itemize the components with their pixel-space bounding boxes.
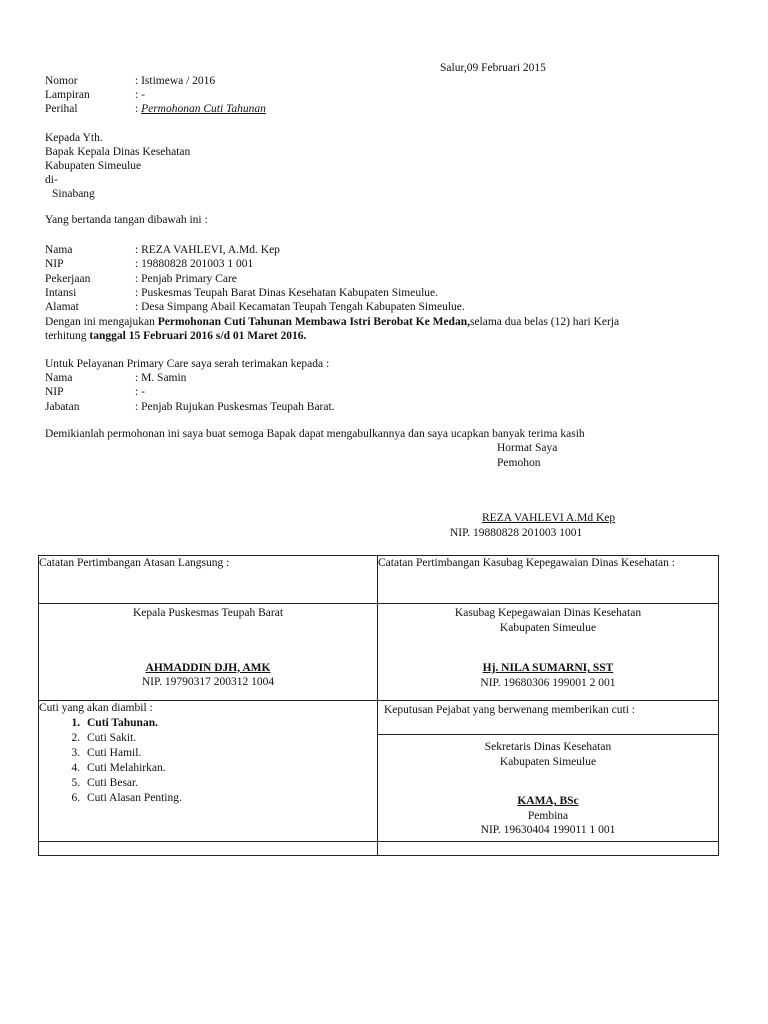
leave-types-header: Cuti yang akan diambil : [39, 702, 153, 714]
leave-types-list [39, 716, 377, 806]
request-leave-purpose: Permohonan Cuti Tahunan Membawa Istri Berobat Ke Medan, [157, 316, 470, 328]
leave-type-item: 5. Cuti Besar. [83, 776, 377, 791]
request-duration: selama dua belas (12) hari Kerja [469, 316, 620, 328]
request-dates: tanggal 15 Februari 2016 s/d 01 Maret 2016. [89, 330, 307, 342]
handover-jabatan-value: : Penjab Rujukan Puskesmas Teupah Barat. [135, 401, 335, 413]
superior-signature-cell [39, 604, 378, 701]
closing-text: Demikianlah permohonan ini saya buat semoga Bapak dapat mengabulkannya dan saya ucapkan banyak terima kasih [45, 428, 585, 440]
applicant-intansi-value: : Puskesmas Teupah Barat Dinas Kesehatan Kabupaten Simeulue. [135, 287, 439, 299]
request-line-2 [45, 329, 306, 344]
recipient-line-5: Sinabang [52, 188, 95, 200]
decision-sign-title-1: Sekretaris Dinas Kesehatan [484, 741, 612, 753]
staffing-notes-cell [378, 556, 719, 604]
perihal-colon: : [135, 103, 142, 115]
handover-intro: Untuk Pelayanan Primary Care saya serah terimakan kepada : [45, 358, 330, 370]
applicant-alamat-label: Alamat [45, 301, 79, 313]
decision-sign-nip: NIP. 19630404 199011 1 001 [480, 824, 616, 837]
applicant-nip-label: NIP [45, 258, 64, 270]
nomor-value: : Istimewa / 2016 [135, 75, 216, 87]
superior-sign-title: Kepala Puskesmas Teupah Barat [132, 607, 284, 619]
letter-date: Salur,09 Februari 2015 [440, 62, 546, 74]
request-line-1 [45, 315, 725, 330]
handover-nama-label: Nama [45, 372, 73, 384]
handover-nip-label: NIP [45, 386, 64, 398]
staffing-signature-cell [378, 604, 719, 701]
decision-sign-rank: Pembina [527, 809, 569, 822]
staffing-notes-header: Catatan Pertimbangan Kasubag Kepegawaian Dinas Kesehatan : [378, 557, 675, 569]
perihal-value [135, 102, 266, 117]
leave-type-item: 6. Cuti Alasan Penting. [83, 791, 377, 806]
leave-type-item: 1. Cuti Tahunan. [83, 716, 377, 731]
decision-cell [378, 701, 719, 842]
recipient-line-4: di- [45, 174, 58, 186]
request-text-1: Dengan ini mengajukan [45, 316, 158, 328]
applicant-alamat-value: : Desa Simpang Abail Kecamatan Teupah Tengah Kabupaten Simeulue. [135, 301, 465, 313]
handover-nip-value: : - [135, 386, 145, 398]
approval-form-table [38, 555, 719, 856]
staffing-sign-name: Hj. NILA SUMARNI, SST [482, 662, 614, 675]
applicant-pekerjaan-label: Pekerjaan [45, 273, 91, 285]
applicant-intansi-label: Intansi [45, 287, 77, 299]
request-text-2: terhitung [45, 330, 90, 342]
handover-jabatan-label: Jabatan [45, 401, 80, 413]
perihal-subject: Permohonan Cuti Tahunan [141, 103, 266, 115]
superior-notes-cell [39, 556, 378, 604]
lampiran-value: : - [135, 89, 145, 101]
leave-type-item: 3. Cuti Hamil. [83, 746, 377, 761]
leave-types-cell [39, 701, 378, 842]
superior-notes-header: Catatan Pertimbangan Atasan Langsung : [39, 557, 230, 569]
table-footer-left [39, 842, 378, 856]
decision-sign-title-2: Kabupaten Simeulue [499, 755, 597, 768]
superior-sign-nip: NIP. 19790317 200312 1004 [141, 676, 275, 689]
decision-signature-box [378, 735, 718, 838]
staffing-sign-nip: NIP. 19680306 199001 2 001 [480, 676, 616, 689]
applicant-nip-value: : 19880828 201003 1 001 [135, 258, 254, 270]
staffing-sign-title-2: Kabupaten Simeulue [499, 621, 597, 634]
recipient-line-2: Bapak Kepala Dinas Kesehatan [45, 146, 191, 158]
applicant-nama-value: : REZA VAHLEVI, A.Md. Kep [135, 244, 280, 256]
decision-header: Keputusan Pejabat yang berwenang memberikan cuti : [384, 704, 636, 716]
table-footer-right [378, 842, 719, 856]
leave-type-item: 4. Cuti Melahirkan. [83, 761, 377, 776]
staffing-sign-title-1: Kasubag Kepegawaian Dinas Kesehatan [454, 607, 642, 619]
perihal-label: Perihal [45, 103, 78, 115]
nomor-label: Nomor [45, 75, 78, 87]
signer-name: REZA VAHLEVI A.Md Kep [482, 512, 616, 524]
decision-sign-name: KAMA, BSc [517, 795, 579, 808]
applicant-pekerjaan-value: : Penjab Primary Care [135, 273, 237, 285]
handover-nama-value: : M. Samin [135, 372, 187, 384]
signer-nip: NIP. 19880828 201003 1001 [450, 527, 583, 539]
decision-header-box [378, 701, 718, 735]
recipient-line-3: Kabupaten Simeulue [45, 160, 142, 172]
recipient-line-1: Kepada Yth. [45, 132, 103, 144]
lampiran-label: Lampiran [45, 89, 90, 101]
closing-regards: Hormat Saya [497, 442, 558, 454]
applicant-nama-label: Nama [45, 244, 73, 256]
leave-type-item: 2. Cuti Sakit. [83, 731, 377, 746]
superior-sign-name: AHMADDIN DJH, AMK [145, 661, 271, 674]
closing-role: Pemohon [497, 457, 541, 469]
intro-text: Yang bertanda tangan dibawah ini : [45, 214, 208, 226]
